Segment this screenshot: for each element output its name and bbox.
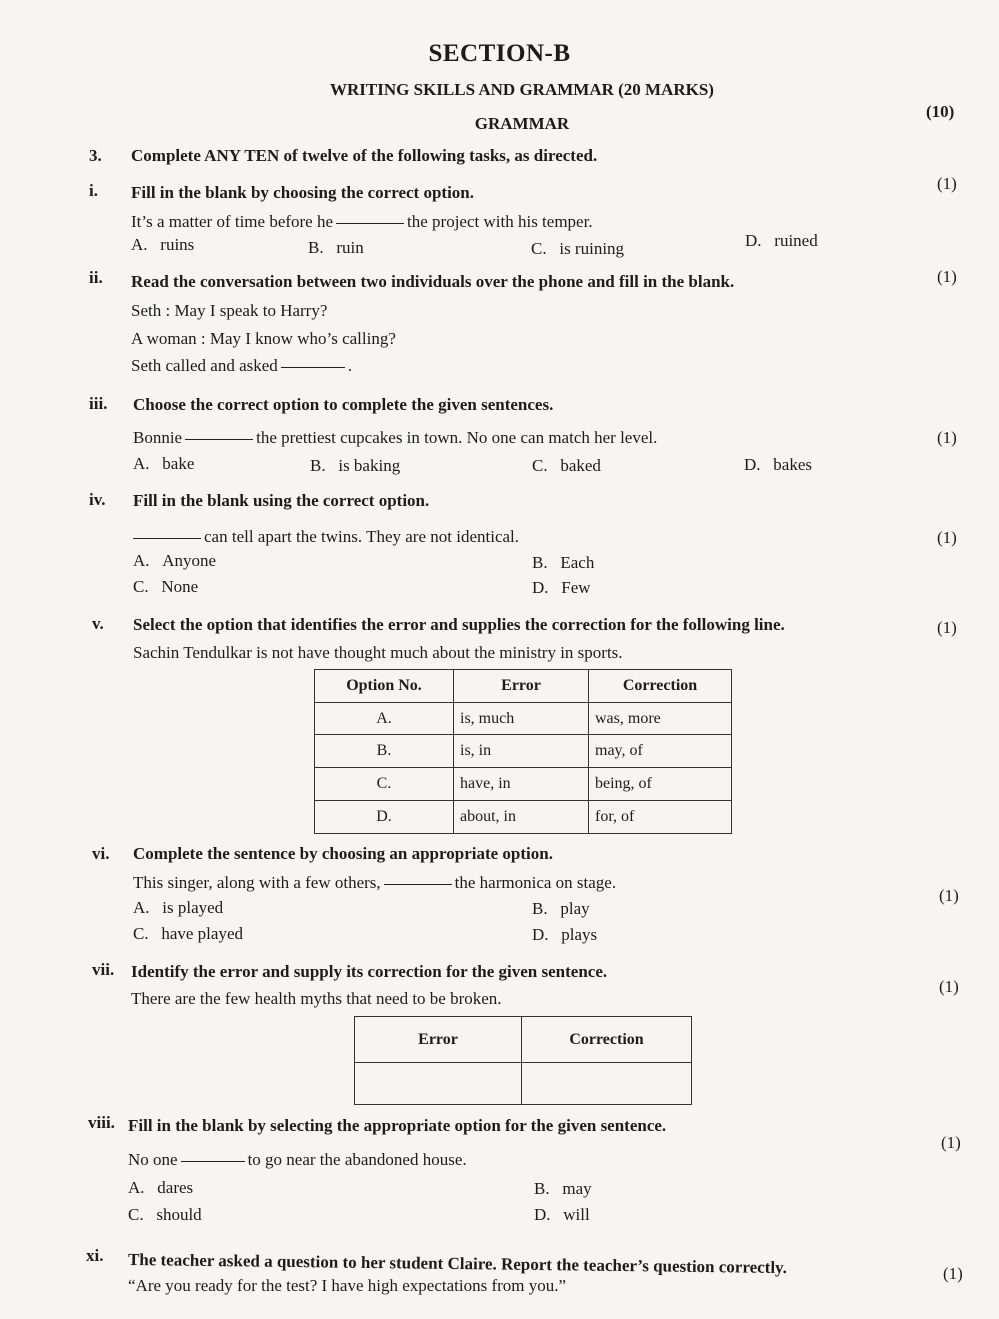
table-cell: may, of xyxy=(589,735,732,768)
question-instruction: Fill in the blank by selecting the appropriate option for the given sentence. xyxy=(128,1116,667,1135)
answer-table xyxy=(354,1016,692,1105)
options-table xyxy=(314,669,732,834)
sentence-part: the harmonica on stage. xyxy=(454,873,617,892)
question-marks: (1) xyxy=(937,618,957,637)
question-sentence xyxy=(133,428,657,448)
question-instruction: Complete the sentence by choosing an appropriate option. xyxy=(133,844,553,863)
table-header-row xyxy=(355,1017,692,1063)
option: A. dares xyxy=(128,1178,194,1197)
table-cell: C. xyxy=(315,768,454,801)
question-marks: (1) xyxy=(937,267,957,286)
question-marks: (1) xyxy=(939,977,959,996)
sentence-part: No one xyxy=(128,1150,178,1169)
option: B. may xyxy=(534,1179,592,1198)
option: C. None xyxy=(133,577,199,596)
option: B. play xyxy=(532,899,590,918)
question-marks: (1) xyxy=(937,428,957,447)
table-cell: B. xyxy=(315,735,454,768)
question-sentence xyxy=(128,1150,467,1170)
answer-blank xyxy=(384,883,452,885)
option: D. bakes xyxy=(744,455,812,474)
table-cell: about, in xyxy=(454,801,589,834)
option: A. Anyone xyxy=(133,551,217,570)
table-cell: for, of xyxy=(589,801,732,834)
question-number: i. xyxy=(89,181,98,200)
intro-instruction: Complete ANY TEN of twelve of the following tasks, as directed. xyxy=(131,146,598,165)
option: D. ruined xyxy=(745,231,818,250)
sentence-part: This singer, along with a few others, xyxy=(133,873,381,892)
sentence-part: . xyxy=(347,356,353,375)
question-marks: (1) xyxy=(939,886,959,905)
option: C. is ruining xyxy=(531,239,625,258)
question-sentence xyxy=(131,212,593,232)
table-header: Error xyxy=(355,1017,522,1063)
question-instruction: The teacher asked a question to her student Claire. Report the teacher’s question correctly. xyxy=(127,1250,788,1278)
dialogue-line: A woman : May I know who’s calling? xyxy=(131,329,396,348)
question-number: iii. xyxy=(89,394,108,413)
option: B. ruin xyxy=(308,238,364,257)
question-marks: (1) xyxy=(937,174,957,193)
section-subtitle: WRITING SKILLS AND GRAMMAR (20 MARKS) xyxy=(330,80,714,99)
answer-blank xyxy=(133,537,201,539)
answer-blank xyxy=(336,222,404,224)
option: B. Each xyxy=(532,553,595,572)
question-quote: “Are you ready for the test? I have high expectations from you.” xyxy=(128,1276,567,1295)
sentence-part: It’s a matter of time before he xyxy=(131,212,334,231)
option: B. is baking xyxy=(310,456,401,475)
option: C. have played xyxy=(133,924,243,943)
option: D. Few xyxy=(532,578,591,597)
table-header: Correction xyxy=(589,670,732,703)
grammar-marks: (10) xyxy=(926,102,955,121)
table-row xyxy=(315,735,732,768)
table-row xyxy=(315,768,732,801)
table-cell: A. xyxy=(315,703,454,735)
answer-cell[interactable] xyxy=(355,1063,522,1105)
question-instruction: Choose the correct option to complete the given sentences. xyxy=(133,395,554,414)
question-number: vi. xyxy=(92,844,110,863)
option: C. baked xyxy=(532,456,601,475)
table-header: Option No. xyxy=(315,670,454,703)
question-number: vii. xyxy=(92,960,115,979)
table-cell: was, more xyxy=(589,703,732,735)
sentence-part: can tell apart the twins. They are not identical. xyxy=(204,527,520,546)
table-header: Error xyxy=(454,670,589,703)
question-number: ii. xyxy=(89,268,103,287)
option: A. is played xyxy=(133,898,224,917)
question-instruction: Read the conversation between two individuals over the phone and fill in the blank. xyxy=(131,272,735,291)
question-number: v. xyxy=(92,614,104,633)
sentence-part: Seth called and asked xyxy=(131,356,278,375)
answer-blank xyxy=(281,366,345,368)
sentence-part: the project with his temper. xyxy=(407,212,593,231)
answer-blank xyxy=(181,1160,245,1162)
question-sentence xyxy=(133,527,519,547)
option: A. bake xyxy=(133,454,195,473)
table-row xyxy=(315,703,732,735)
option: C. should xyxy=(128,1205,202,1224)
grammar-heading: GRAMMAR xyxy=(474,114,570,133)
answer-cell[interactable] xyxy=(522,1063,692,1105)
section-title: SECTION-B xyxy=(428,40,571,67)
question-instruction: Fill in the blank by choosing the correct option. xyxy=(131,183,475,202)
sentence-part: the prettiest cupcakes in town. No one can match her level. xyxy=(256,428,658,447)
table-cell: have, in xyxy=(454,768,589,801)
table-cell: is, in xyxy=(454,735,589,768)
question-instruction: Fill in the blank using the correct option. xyxy=(133,491,430,510)
answer-blank xyxy=(185,438,253,440)
option: A. ruins xyxy=(131,235,195,254)
question-number: xi. xyxy=(86,1246,104,1265)
table-header: Correction xyxy=(522,1017,692,1063)
question-instruction: Identify the error and supply its correction for the given sentence. xyxy=(131,962,608,981)
option: D. plays xyxy=(532,925,598,944)
question-marks: (1) xyxy=(941,1133,961,1152)
sentence-part: Bonnie xyxy=(133,428,183,447)
question-number: viii. xyxy=(88,1113,115,1132)
dialogue-line: Seth : May I speak to Harry? xyxy=(131,301,328,320)
table-cell: D. xyxy=(315,801,454,834)
option: D. will xyxy=(534,1205,590,1224)
question-sentence: Sachin Tendulkar is not have thought much about the ministry in sports. xyxy=(133,643,623,662)
table-cell: is, much xyxy=(454,703,589,735)
question-instruction: Select the option that identifies the error and supplies the correction for the following line. xyxy=(133,615,785,634)
table-header-row xyxy=(315,670,732,703)
table-row xyxy=(315,801,732,834)
question-number: 3. xyxy=(89,146,102,165)
question-marks: (1) xyxy=(943,1264,963,1283)
question-number: iv. xyxy=(89,490,106,509)
question-sentence xyxy=(133,873,616,893)
dialogue-line xyxy=(131,356,352,376)
sentence-part: to go near the abandoned house. xyxy=(247,1150,467,1169)
question-sentence: There are the few health myths that need to be broken. xyxy=(131,989,502,1008)
question-marks: (1) xyxy=(937,528,957,547)
table-row xyxy=(355,1063,692,1105)
table-cell: being, of xyxy=(589,768,732,801)
